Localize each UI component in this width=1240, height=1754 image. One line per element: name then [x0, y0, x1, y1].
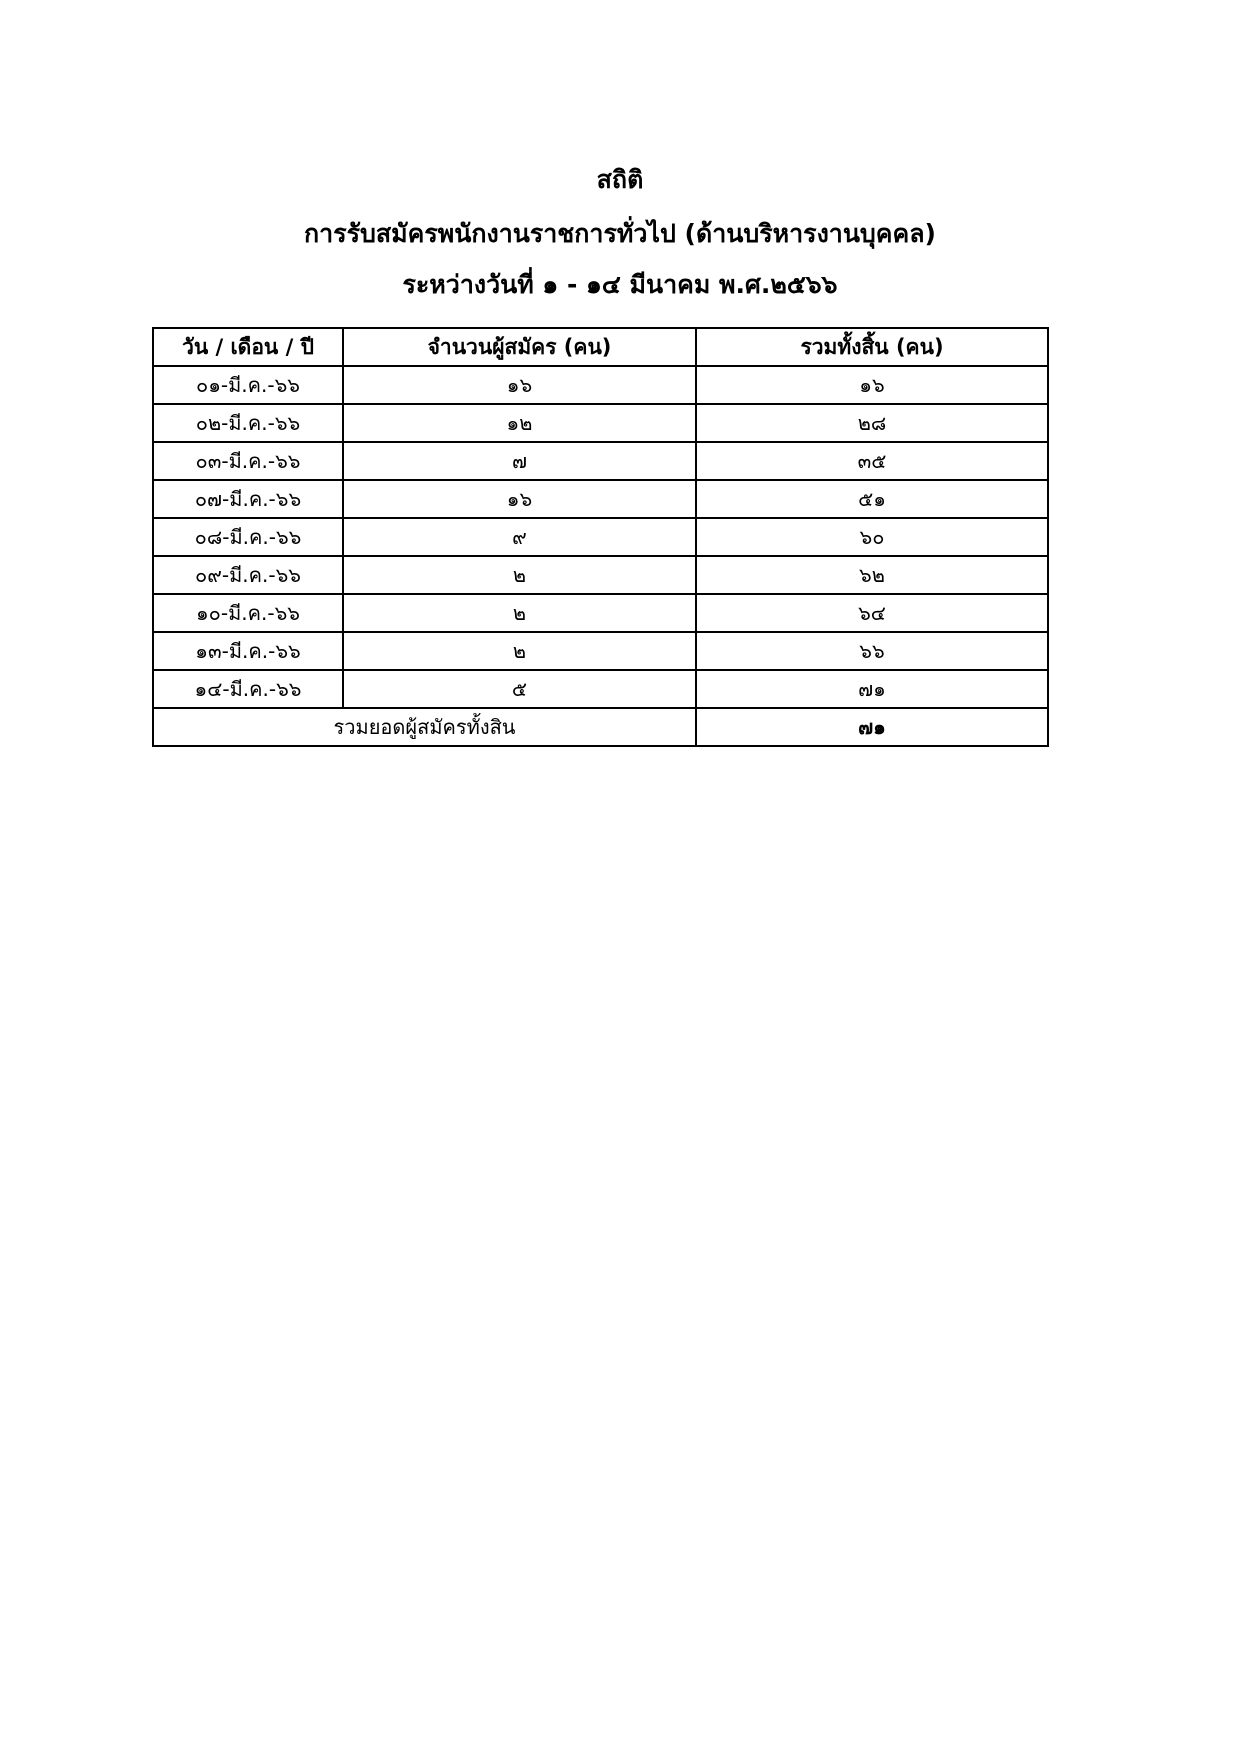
cell-cumulative: ๖๔ — [696, 594, 1048, 632]
table-row — [153, 404, 1048, 442]
cell-applicants: ๑๖ — [343, 366, 696, 404]
cell-date: ๑๔-มี.ค.-๖๖ — [153, 670, 343, 708]
cell-cumulative: ๓๕ — [696, 442, 1048, 480]
cell-date: ๐๒-มี.ค.-๖๖ — [153, 404, 343, 442]
cell-cumulative: ๑๖ — [696, 366, 1048, 404]
cell-cumulative: ๗๑ — [696, 670, 1048, 708]
cell-applicants: ๑๒ — [343, 404, 696, 442]
cell-applicants: ๑๖ — [343, 480, 696, 518]
cell-applicants: ๗ — [343, 442, 696, 480]
cell-cumulative: ๕๑ — [696, 480, 1048, 518]
table-row — [153, 556, 1048, 594]
cell-applicants: ๕ — [343, 670, 696, 708]
document-title: สถิติ — [596, 165, 644, 194]
total-value: ๗๑ — [696, 708, 1048, 746]
table-row — [153, 442, 1048, 480]
cell-date: ๑๓-มี.ค.-๖๖ — [153, 632, 343, 670]
table-row — [153, 594, 1048, 632]
table-row — [153, 480, 1048, 518]
cell-date: ๐๘-มี.ค.-๖๖ — [153, 518, 343, 556]
table-row — [153, 632, 1048, 670]
table-row — [153, 518, 1048, 556]
cell-applicants: ๒ — [343, 556, 696, 594]
header-date: วัน / เดือน / ปี — [153, 328, 343, 366]
cell-date: ๑๐-มี.ค.-๖๖ — [153, 594, 343, 632]
header-cumulative: รวมทั้งสิ้น (คน) — [696, 328, 1048, 366]
cell-date: ๐๑-มี.ค.-๖๖ — [153, 366, 343, 404]
table-body — [153, 366, 1048, 746]
cell-date: ๐๗-มี.ค.-๖๖ — [153, 480, 343, 518]
table-total-row — [153, 708, 1048, 746]
cell-applicants: ๒ — [343, 632, 696, 670]
total-label: รวมยอดผู้สมัครทั้งสิน — [153, 708, 696, 746]
cell-applicants: ๒ — [343, 594, 696, 632]
cell-cumulative: ๖๐ — [696, 518, 1048, 556]
document-date-range: ระหว่างวันที่ ๑ - ๑๔ มีนาคม พ.ศ.๒๕๖๖ — [402, 270, 838, 299]
cell-cumulative: ๖๖ — [696, 632, 1048, 670]
cell-date: ๐๙-มี.ค.-๖๖ — [153, 556, 343, 594]
table-row — [153, 366, 1048, 404]
applicant-statistics-table — [152, 327, 1049, 747]
cell-date: ๐๓-มี.ค.-๖๖ — [153, 442, 343, 480]
table-row — [153, 670, 1048, 708]
cell-applicants: ๙ — [343, 518, 696, 556]
cell-cumulative: ๒๘ — [696, 404, 1048, 442]
document-subtitle: การรับสมัครพนักงานราชการทั่วไป (ด้านบริหารงานบุคคล) — [304, 219, 936, 248]
header-applicants: จำนวนผู้สมัคร (คน) — [343, 328, 696, 366]
table-header-row — [153, 328, 1048, 366]
cell-cumulative: ๖๒ — [696, 556, 1048, 594]
